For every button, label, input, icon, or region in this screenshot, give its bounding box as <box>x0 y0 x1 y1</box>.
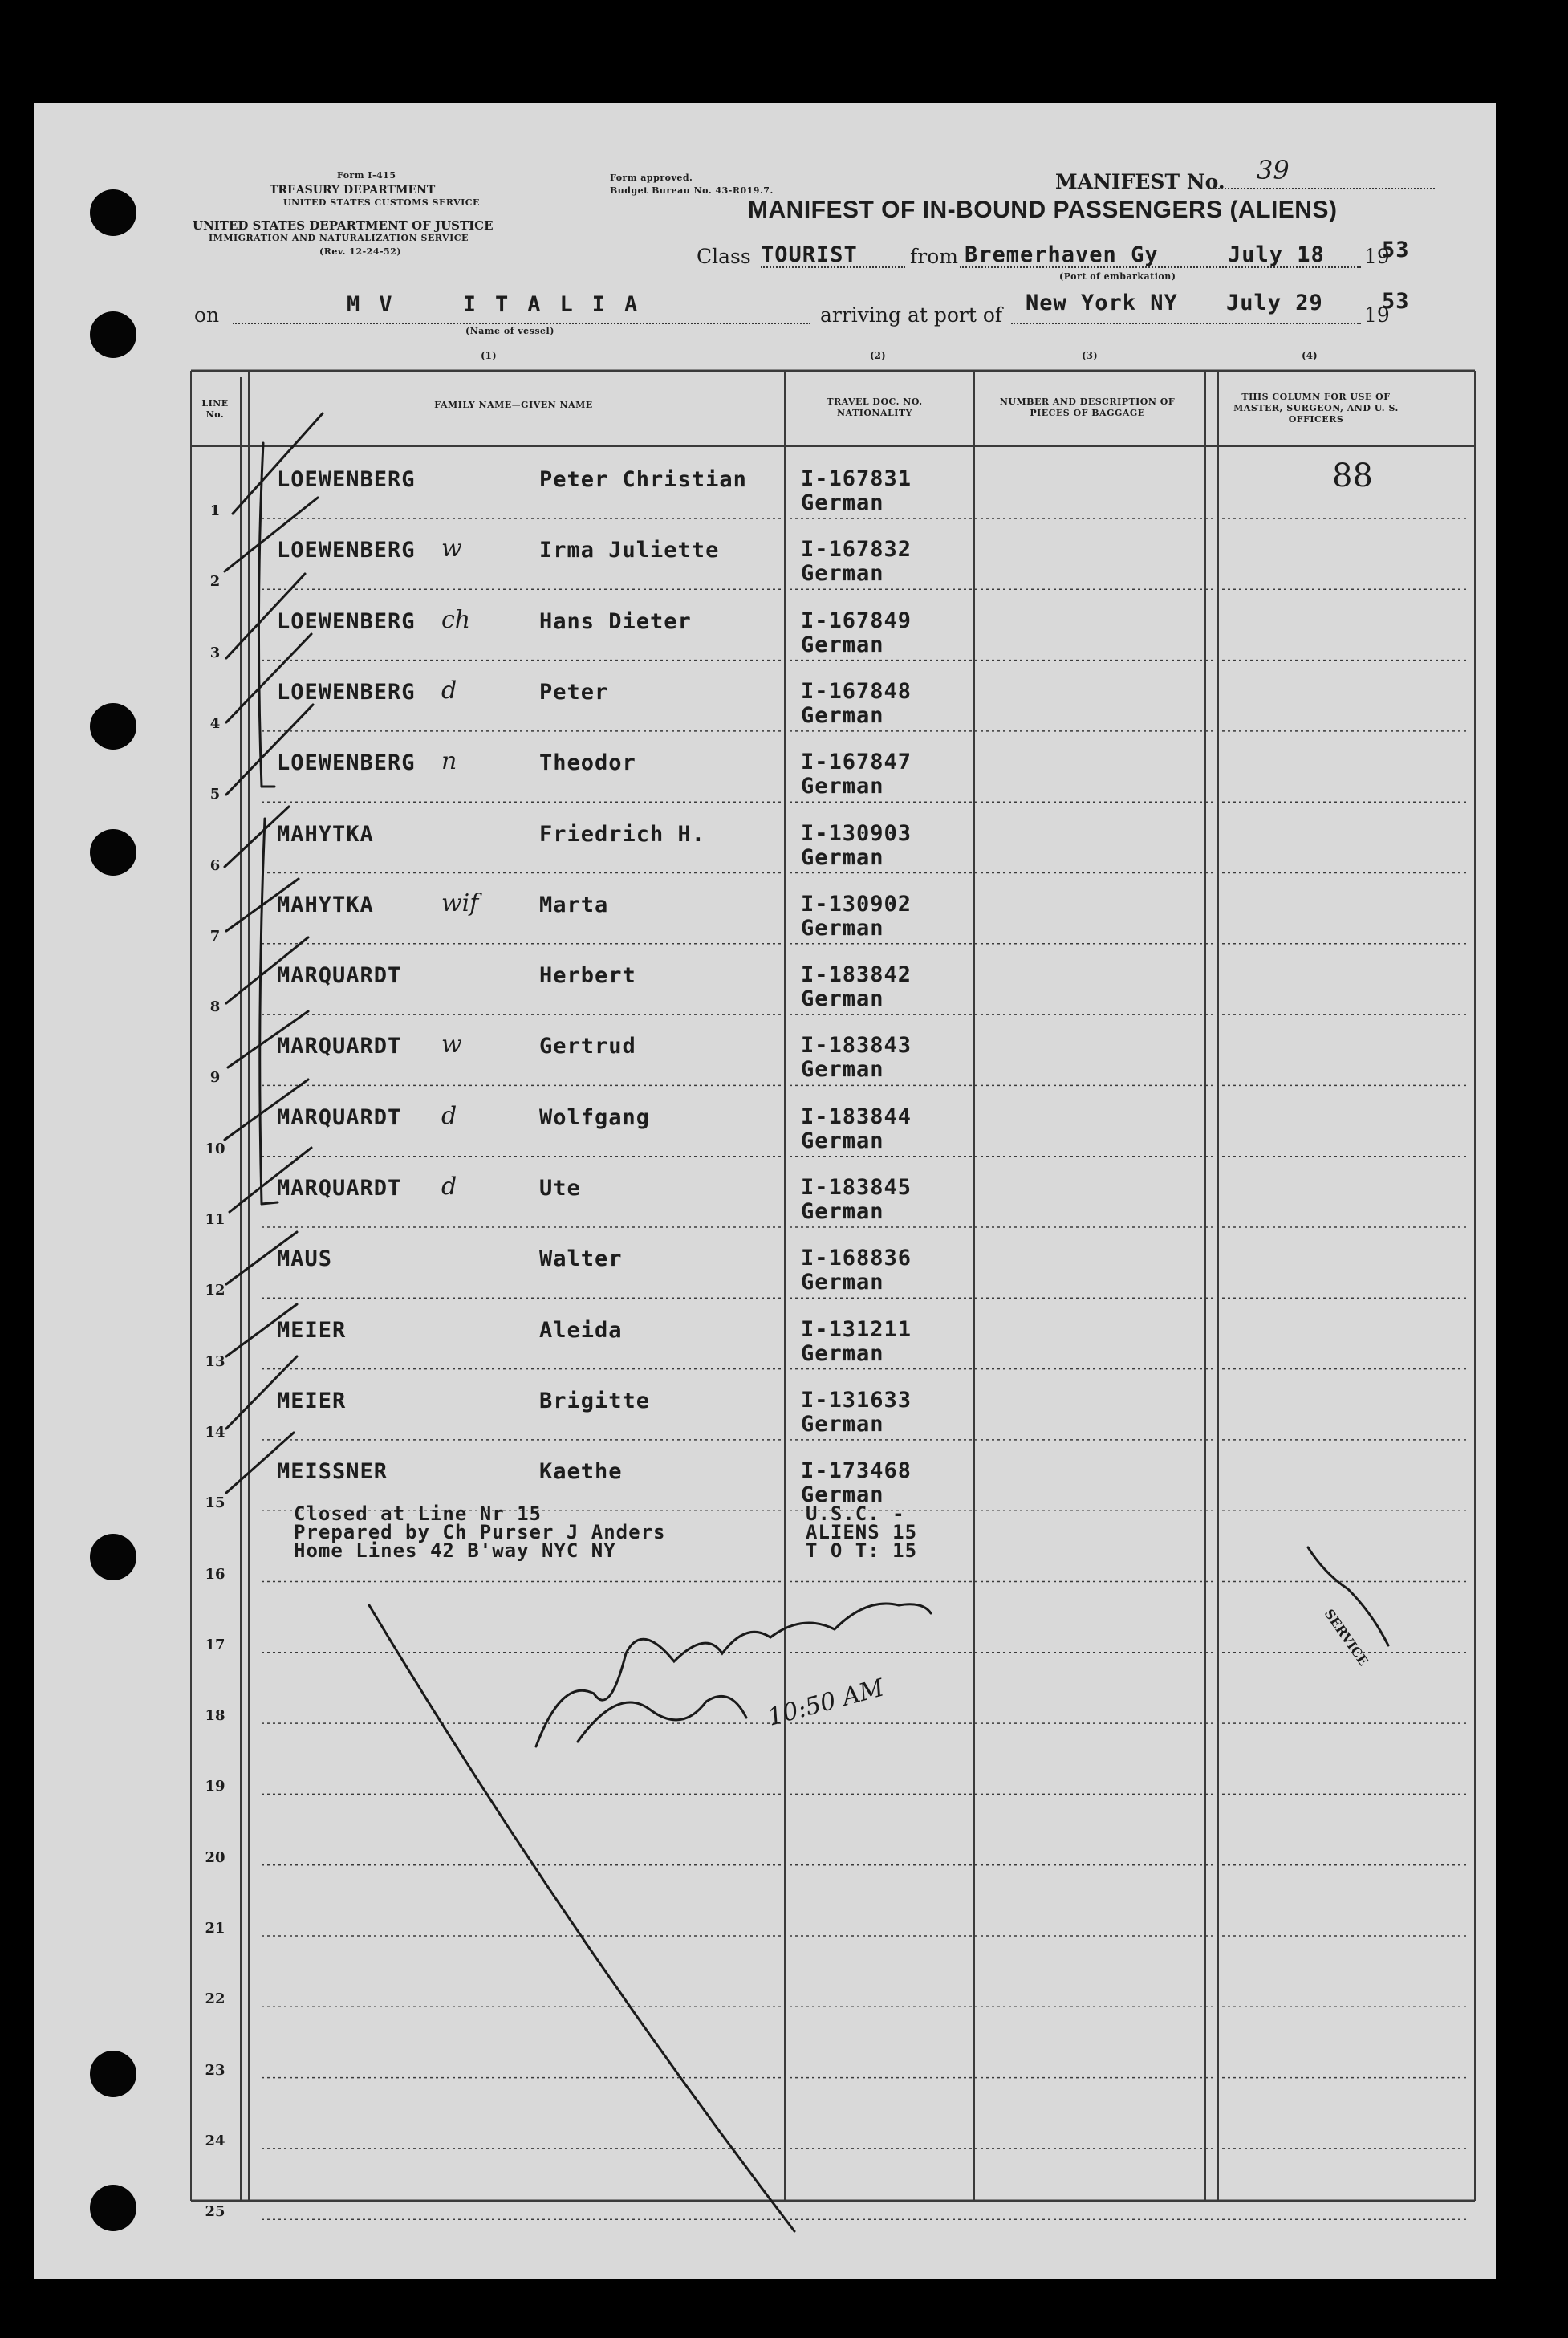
aliens-total: ALIENS 15 <box>806 1521 918 1543</box>
nationality: German <box>801 1411 884 1437</box>
manifest-no-label: MANIFEST No. <box>1055 170 1225 193</box>
nationality: German <box>801 844 884 870</box>
travel-doc-number: I-183842 <box>801 962 912 988</box>
nationality: German <box>801 561 884 587</box>
travel-doc-number: I-130902 <box>801 891 912 917</box>
arriving-label: arriving at port of <box>820 303 1003 327</box>
nationality: German <box>801 632 884 657</box>
nationality: German <box>801 986 884 1012</box>
name-header: FAMILY NAME—GIVEN NAME <box>434 400 593 410</box>
officer-column-header: THIS COLUMN FOR USE OF MASTER, SURGEON, AND U. S. OFFICERS <box>1233 392 1399 425</box>
given-name: Brigitte <box>539 1388 651 1413</box>
line-number: 16 <box>205 1565 225 1583</box>
arrival-port: New York NY <box>1026 291 1178 315</box>
family-name: LOEWENBERG <box>277 750 416 776</box>
given-name: Marta <box>539 892 609 917</box>
family-bracket <box>260 819 265 1204</box>
vessel-caption: (Name of vessel) <box>465 326 554 336</box>
column-number-4: (4) <box>1302 350 1318 361</box>
nationality: German <box>801 915 884 941</box>
handwritten-mark: w <box>441 1031 462 1059</box>
arrival-date: July 29 <box>1226 291 1323 315</box>
line-number: 14 <box>205 1423 225 1441</box>
travel-doc-number: I-167831 <box>801 466 912 491</box>
line-number: 5 <box>209 786 221 803</box>
nationality: German <box>801 1270 884 1295</box>
family-name: LOEWENBERG <box>277 538 416 563</box>
family-name: MAHYTKA <box>277 892 374 917</box>
line-number: 9 <box>209 1069 221 1087</box>
travel-doc-number: I-130903 <box>801 820 912 846</box>
family-name: MAHYTKA <box>277 821 374 847</box>
line-number: 12 <box>205 1282 225 1299</box>
from-label: from <box>910 245 958 268</box>
year-prefix-1: 19 <box>1364 245 1390 268</box>
line-number: 4 <box>209 714 221 732</box>
travel-doc-number: I-183844 <box>801 1104 912 1129</box>
family-name: MEIER <box>277 1388 347 1413</box>
family-name: MARQUARDT <box>277 1104 402 1130</box>
form-revision: (Rev. 12-24-52) <box>319 246 402 257</box>
budget-bureau-no: Budget Bureau No. 43-R019.7. <box>610 185 774 196</box>
family-name: LOEWENBERG <box>277 467 416 492</box>
given-name: Hans Dieter <box>539 608 692 634</box>
handwritten-mark: ch <box>441 605 471 634</box>
on-label: on <box>194 303 220 327</box>
line-number: 19 <box>205 1778 225 1795</box>
given-name: Irma Juliette <box>539 538 720 563</box>
travel-doc-number: I-167848 <box>801 678 912 704</box>
travel-doc-header: TRAVEL DOC. NO. NATIONALITY <box>827 396 923 418</box>
officer-mark: 88 <box>1332 457 1373 494</box>
travel-doc-number: I-167849 <box>801 608 912 633</box>
travel-doc-number: I-167832 <box>801 537 912 563</box>
usc-total: U.S.C. - <box>806 1502 905 1525</box>
handwritten-mark: n <box>441 747 457 776</box>
line-number: 23 <box>205 2061 225 2079</box>
travel-doc-number: I-168836 <box>801 1246 912 1271</box>
column-number-1: (1) <box>481 350 497 361</box>
line-number: 3 <box>209 644 221 661</box>
travel-doc-number: I-173468 <box>801 1458 912 1484</box>
column-number-3: (3) <box>1082 350 1098 361</box>
given-name: Aleida <box>539 1317 623 1343</box>
given-name: Ute <box>539 1176 581 1201</box>
baggage-header: NUMBER AND DESCRIPTION OF PIECES OF BAGGAGE <box>999 396 1176 418</box>
time-note: 10:50 AM <box>765 1673 888 1732</box>
closed-at-line: Closed at Line Nr 15 <box>294 1502 542 1525</box>
column-number-2: (2) <box>870 350 886 361</box>
given-name: Herbert <box>539 963 636 989</box>
travel-doc-number: I-183843 <box>801 1033 912 1059</box>
nationality: German <box>801 1128 884 1153</box>
form-number: Form I-415 <box>337 170 396 181</box>
nationality: German <box>801 1057 884 1083</box>
line-number: 21 <box>205 1920 225 1937</box>
home-lines-address: Home Lines 42 B'way NYC NY <box>294 1539 616 1562</box>
vessel-name: MV ITALIA <box>347 292 657 317</box>
service-stamp: SERVICE <box>1321 1606 1371 1669</box>
grand-total: T O T: 15 <box>806 1539 918 1562</box>
form-approved: Form approved. <box>610 173 693 183</box>
line-number: 18 <box>205 1707 225 1725</box>
port-caption: (Port of embarkation) <box>1059 271 1176 282</box>
line-number: 24 <box>205 2132 225 2149</box>
class-value: TOURIST <box>761 242 858 267</box>
inspector-signature <box>536 1604 931 1746</box>
given-name: Peter <box>539 679 609 705</box>
nationality: German <box>801 1199 884 1224</box>
line-number: 1 <box>209 502 221 519</box>
port-of-embarkation: Bremerhaven Gy <box>965 242 1159 267</box>
family-bracket <box>258 443 263 787</box>
given-name: Kaethe <box>539 1459 623 1485</box>
departure-year: 53 <box>1382 238 1410 262</box>
travel-doc-number: I-183845 <box>801 1175 912 1200</box>
line-number: 6 <box>209 856 221 874</box>
nationality: German <box>801 1340 884 1366</box>
line-number: 15 <box>205 1494 225 1512</box>
family-name: LOEWENBERG <box>277 608 416 634</box>
given-name: Friedrich H. <box>539 821 706 847</box>
prepared-by: Prepared by Ch Purser J Anders <box>294 1521 666 1543</box>
departure-date: July 18 <box>1228 242 1325 267</box>
handwritten-mark: d <box>441 1101 457 1130</box>
line-number: 22 <box>205 1990 225 2008</box>
year-prefix-2: 19 <box>1364 303 1390 327</box>
line-number: 8 <box>209 998 221 1016</box>
family-name: MAUS <box>277 1246 333 1272</box>
manifest-no: 39 <box>1257 155 1290 185</box>
arrival-year: 53 <box>1382 289 1410 314</box>
line-number: 20 <box>205 1848 225 1866</box>
immigration-service: IMMIGRATION AND NATURALIZATION SERVICE <box>209 233 469 243</box>
travel-doc-number: I-167847 <box>801 750 912 775</box>
justice-department: UNITED STATES DEPARTMENT OF JUSTICE <box>193 218 494 233</box>
customs-service: UNITED STATES CUSTOMS SERVICE <box>283 197 480 208</box>
class-label: Class <box>697 245 751 268</box>
line-number: 2 <box>209 573 221 591</box>
treasury-department: TREASURY DEPARTMENT <box>270 184 436 197</box>
handwritten-mark: d <box>441 1173 457 1201</box>
handwritten-mark: wif <box>441 888 479 917</box>
given-name: Peter Christian <box>539 467 747 492</box>
family-name: MEISSNER <box>277 1459 388 1485</box>
family-name: MARQUARDT <box>277 1176 402 1201</box>
line-number: 17 <box>205 1636 225 1653</box>
line-number: 13 <box>205 1352 225 1370</box>
family-name: LOEWENBERG <box>277 679 416 705</box>
nationality: German <box>801 490 884 515</box>
line-number: 7 <box>209 927 221 945</box>
line-number: 25 <box>205 2203 225 2221</box>
line-no-header: LINE No. <box>201 398 229 420</box>
family-name: MARQUARDT <box>277 963 402 989</box>
travel-doc-number: I-131211 <box>801 1316 912 1342</box>
given-name: Wolfgang <box>539 1104 651 1130</box>
family-name: MARQUARDT <box>277 1034 402 1059</box>
given-name: Gertrud <box>539 1034 636 1059</box>
nationality: German <box>801 702 884 728</box>
family-name: MEIER <box>277 1317 347 1343</box>
nationality: German <box>801 774 884 799</box>
handwritten-mark: d <box>441 676 457 705</box>
given-name: Walter <box>539 1246 623 1272</box>
given-name: Theodor <box>539 750 636 776</box>
nationality: German <box>801 1482 884 1508</box>
handwritten-mark: w <box>441 535 462 563</box>
travel-doc-number: I-131633 <box>801 1387 912 1413</box>
manifest-title: MANIFEST OF IN-BOUND PASSENGERS (ALIENS) <box>748 197 1338 223</box>
line-number: 10 <box>205 1140 225 1157</box>
line-number: 11 <box>205 1211 225 1228</box>
